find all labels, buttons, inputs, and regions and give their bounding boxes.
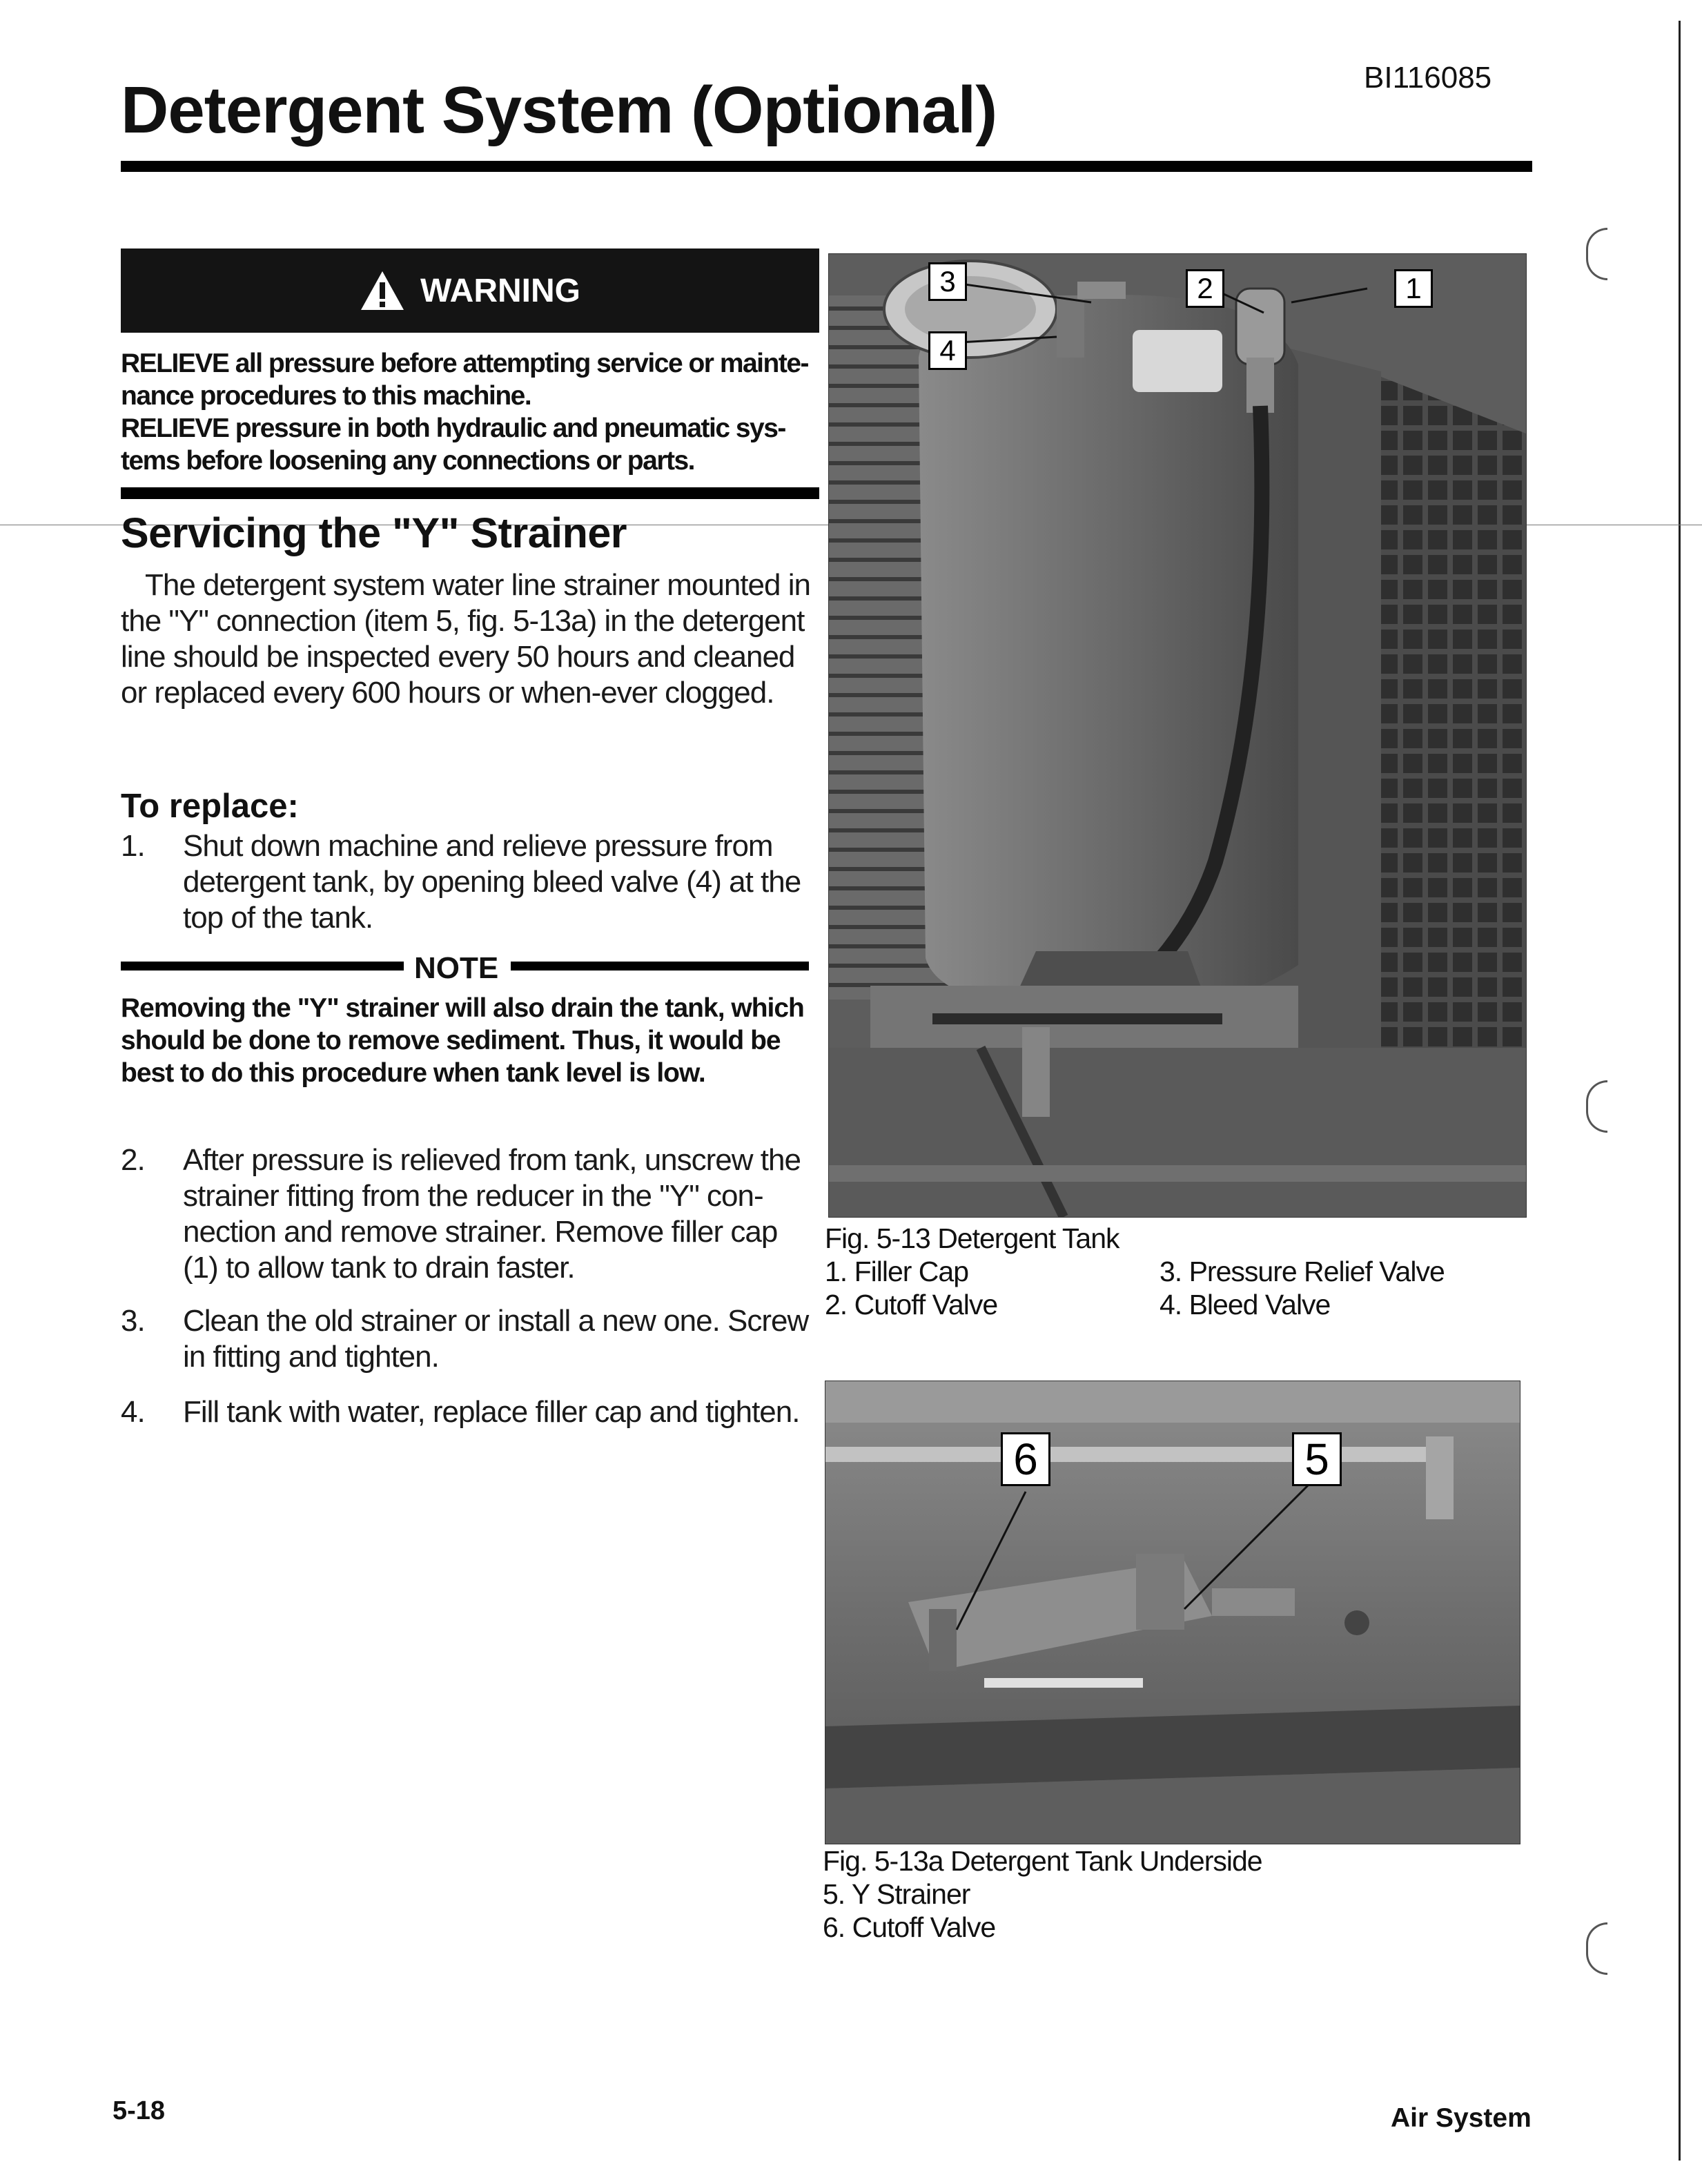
step-text: After pressure is relieved from tank, unscrew the strainer fitting from the reducer in the "Y" con-nection and remove strainer. Remove filler cap (1) to allow tank to drain faster.	[183, 1143, 801, 1285]
legend-item: 3. Pressure Relief Valve	[1160, 1256, 1445, 1287]
step-item	[121, 1142, 818, 1286]
subheading: To replace:	[121, 788, 299, 825]
warning-label: WARNING	[420, 272, 580, 309]
note-rule-left	[121, 962, 404, 971]
tank-underside-illustration	[825, 1381, 1520, 1844]
scan-edge	[1679, 21, 1681, 2161]
warning-triangle-icon	[360, 270, 405, 311]
step-text: Clean the old strainer or install a new one. Screw in fitting and tighten.	[183, 1304, 809, 1374]
step-text: Shut down machine and relieve pressure from detergent tank, by opening bleed valve (4) at the top of the tank.	[183, 829, 801, 935]
legend-item: 6. Cutoff Valve	[823, 1911, 996, 1943]
legend-item: 5. Y Strainer	[823, 1878, 970, 1910]
page-number: 5-18	[113, 2096, 166, 2125]
callout-2: 2	[1186, 269, 1224, 308]
figure-caption: Fig. 5-13a Detergent Tank Underside	[823, 1845, 1262, 1877]
warning-line-1: RELIEVE all pressure before attempting service or mainte-nance procedures to this machine.	[121, 349, 809, 411]
figure-caption: Fig. 5-13 Detergent Tank	[825, 1222, 1119, 1254]
warning-line-2: RELIEVE pressure in both hydraulic and pneumatic sys-tems before loosening any connections or parts.	[121, 413, 785, 476]
step-number: 3.	[121, 1304, 145, 1338]
legend-item: 1. Filler Cap	[825, 1256, 969, 1287]
step-item	[121, 1303, 818, 1375]
section-heading: Servicing the "Y" Strainer	[121, 509, 627, 556]
detergent-tank-photo	[828, 253, 1527, 1218]
tank-underside-photo	[825, 1381, 1520, 1844]
callout-5: 5	[1292, 1432, 1342, 1486]
footer-section: Air System	[1391, 2103, 1532, 2133]
intro-paragraph: The detergent system water line strainer mounted in the "Y" connection (item 5, fig. 5-13a) in the detergent line should be inspected every 50 hours and cleaned or replaced every 600 hours or when-ever clogged.	[121, 568, 810, 710]
punch-hole	[1586, 1080, 1607, 1133]
note-text: Removing the "Y" strainer will also drain the tank, which should be done to remove sediment. Thus, it would be best to do this procedure when tank level is low.	[121, 993, 804, 1088]
step-number: 4.	[121, 1395, 145, 1429]
legend-item: 4. Bleed Valve	[1160, 1289, 1331, 1320]
step-item	[121, 828, 818, 936]
warning-rule	[121, 487, 819, 499]
callout-4: 4	[928, 331, 967, 370]
callout-1: 1	[1394, 269, 1433, 308]
callout-3: 3	[928, 262, 967, 301]
step-text: Fill tank with water, replace filler cap and tighten.	[183, 1395, 800, 1429]
detergent-tank-illustration	[829, 254, 1526, 1217]
title-rule	[121, 161, 1532, 172]
document-id: BI116085	[1364, 61, 1492, 95]
step-item	[121, 1394, 818, 1430]
note-rule-right	[511, 962, 809, 971]
callout-6: 6	[1001, 1432, 1050, 1486]
legend-item: 2. Cutoff Valve	[825, 1289, 998, 1320]
punch-hole	[1586, 228, 1607, 280]
punch-hole	[1586, 1922, 1607, 1975]
step-number: 2.	[121, 1143, 145, 1177]
step-number: 1.	[121, 829, 145, 863]
warning-banner	[121, 248, 819, 333]
warning-text	[121, 347, 819, 477]
note-label: NOTE	[414, 951, 499, 985]
page-title: Detergent System (Optional)	[121, 73, 997, 147]
